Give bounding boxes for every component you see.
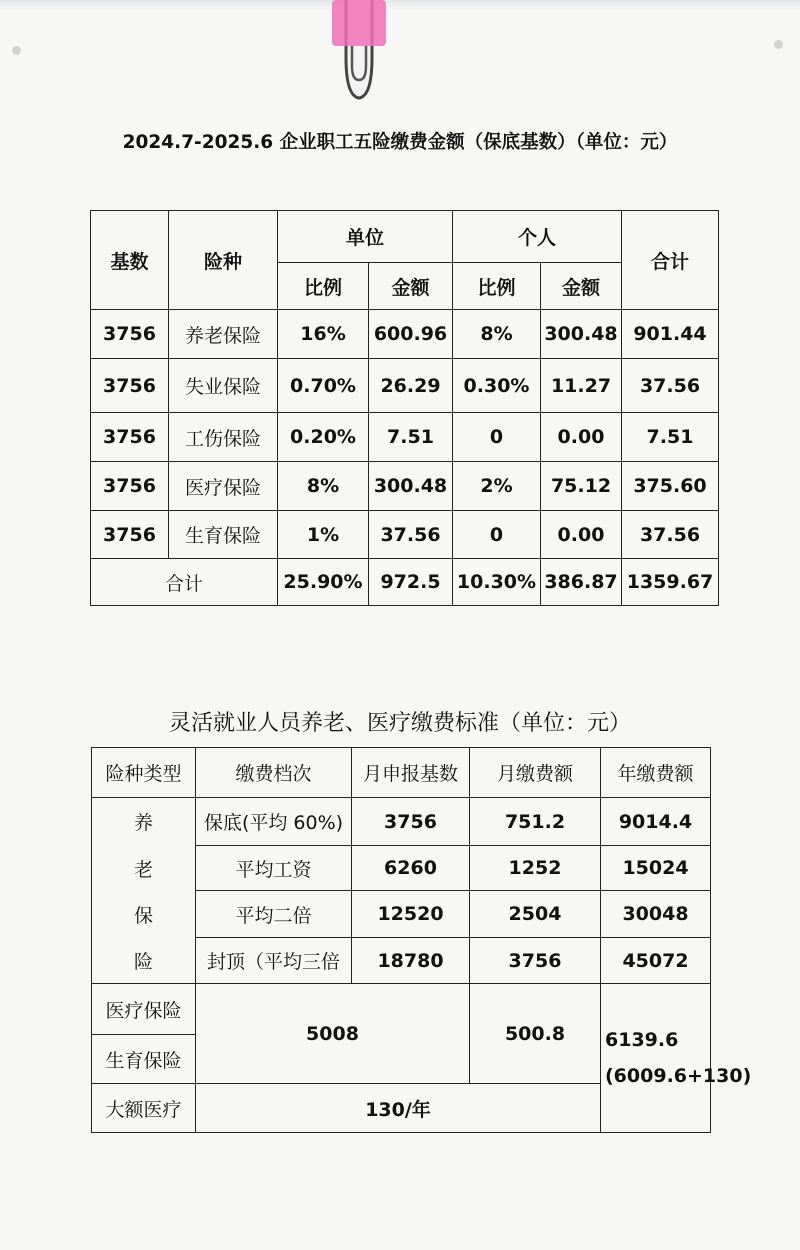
table-cell-unit-amount: 600.96 bbox=[368, 309, 453, 359]
pension-yearly: 45072 bbox=[600, 937, 711, 984]
table-cell-personal-ratio: 0 bbox=[452, 412, 541, 462]
table-cell-unit-amount: 300.48 bbox=[368, 461, 453, 511]
header-total: 合计 bbox=[621, 210, 719, 310]
pension-monthly: 2504 bbox=[469, 890, 601, 938]
table2-title: 灵活就业人员养老、医疗缴费标准（单位：元） bbox=[168, 711, 631, 736]
header-personal-amount: 金额 bbox=[540, 262, 622, 310]
table-cell-unit-ratio: 8% bbox=[277, 461, 369, 511]
table-cell-base: 3756 bbox=[90, 461, 169, 511]
pension-label-char: 险 bbox=[133, 951, 153, 973]
pension-yearly: 9014.4 bbox=[600, 797, 711, 846]
header-unit: 单位 bbox=[277, 210, 453, 263]
pension-yearly: 30048 bbox=[600, 890, 711, 938]
table-cell-personal-amount: 300.48 bbox=[540, 309, 622, 359]
header-type: 险种类型 bbox=[91, 747, 196, 798]
header-personal: 个人 bbox=[452, 210, 622, 263]
table-cell-unit-amount: 26.29 bbox=[368, 358, 453, 413]
table-cell-total: 901.44 bbox=[621, 309, 719, 359]
pension-monthly: 751.2 bbox=[469, 797, 601, 846]
table-cell-base: 3756 bbox=[90, 358, 169, 413]
header-insurance-type: 险种 bbox=[168, 210, 278, 310]
header-unit-amount: 金额 bbox=[368, 262, 453, 310]
serious-illness-value: 130/年 bbox=[195, 1083, 601, 1133]
table-cell-type: 生育保险 bbox=[168, 510, 278, 559]
header-base: 基数 bbox=[90, 210, 169, 310]
sum-row-label: 合计 bbox=[90, 558, 278, 606]
header-base: 月申报基数 bbox=[351, 747, 470, 798]
header-personal-ratio: 比例 bbox=[452, 262, 541, 310]
table-cell-personal-ratio: 8% bbox=[452, 309, 541, 359]
table-cell-personal-amount: 0.00 bbox=[540, 412, 622, 462]
paper-clip-icon bbox=[326, 0, 392, 104]
pension-level: 封顶（平均三倍 bbox=[195, 937, 352, 984]
sum-cell-personal-amount: 386.87 bbox=[540, 558, 622, 606]
medical-monthly: 500.8 bbox=[469, 983, 601, 1084]
pension-level: 平均工资 bbox=[195, 845, 352, 891]
pension-base: 3756 bbox=[351, 797, 470, 846]
table-cell-base: 3756 bbox=[90, 510, 169, 559]
medical-insurance-label: 医疗保险 bbox=[91, 983, 196, 1035]
pension-yearly: 15024 bbox=[600, 845, 711, 891]
table-cell-unit-amount: 37.56 bbox=[368, 510, 453, 559]
table-cell-personal-amount: 75.12 bbox=[540, 461, 622, 511]
table-cell-total: 375.60 bbox=[621, 461, 719, 511]
table-cell-total: 7.51 bbox=[621, 412, 719, 462]
sum-cell-unit-amount: 972.5 bbox=[368, 558, 453, 606]
table-cell-personal-ratio: 2% bbox=[452, 461, 541, 511]
table-cell-base: 3756 bbox=[90, 309, 169, 359]
pension-base: 12520 bbox=[351, 890, 470, 938]
table-cell-type: 养老保险 bbox=[168, 309, 278, 359]
pension-label-char: 老 bbox=[133, 858, 153, 881]
top-edge-shadow bbox=[0, 0, 800, 10]
pension-label-char: 养 bbox=[133, 812, 153, 834]
pension-level: 平均二倍 bbox=[195, 890, 352, 938]
table-cell-base: 3756 bbox=[90, 412, 169, 462]
pension-level: 保底(平均 60%) bbox=[195, 797, 352, 846]
table-cell-total: 37.56 bbox=[621, 358, 719, 413]
serious-illness-label: 大额医疗 bbox=[91, 1083, 196, 1133]
punch-hole-dot bbox=[12, 46, 21, 55]
table-cell-personal-ratio: 0.30% bbox=[452, 358, 541, 413]
table-cell-personal-amount: 0.00 bbox=[540, 510, 622, 559]
pension-base: 18780 bbox=[351, 937, 470, 984]
table-cell-unit-ratio: 1% bbox=[277, 510, 369, 559]
header-level: 缴费档次 bbox=[195, 747, 352, 798]
sum-cell-personal-ratio: 10.30% bbox=[452, 558, 541, 606]
table-cell-unit-ratio: 0.20% bbox=[277, 412, 369, 462]
table-cell-unit-ratio: 16% bbox=[277, 309, 369, 359]
header-monthly: 月缴费额 bbox=[469, 747, 601, 798]
medical-base: 5008 bbox=[195, 983, 470, 1084]
table-cell-type: 工伤保险 bbox=[168, 412, 278, 462]
medical-yearly: 6139.6 (6009.6+130) bbox=[600, 983, 711, 1133]
table-cell-type: 失业保险 bbox=[168, 358, 278, 413]
punch-hole-dot bbox=[774, 40, 783, 49]
table-cell-type: 医疗保险 bbox=[168, 461, 278, 511]
table1-title: 2024.7-2025.6 企业职工五险缴费金额（保底基数）（单位：元） bbox=[122, 132, 678, 153]
pension-label-cell bbox=[91, 797, 196, 984]
sum-cell-unit-ratio: 25.90% bbox=[277, 558, 369, 606]
maternity-insurance-label: 生育保险 bbox=[91, 1034, 196, 1084]
sum-cell-total: 1359.67 bbox=[621, 558, 719, 606]
pension-label-char: 保 bbox=[133, 904, 153, 927]
header-unit-ratio: 比例 bbox=[277, 262, 369, 310]
table-cell-total: 37.56 bbox=[621, 510, 719, 559]
table-cell-personal-ratio: 0 bbox=[452, 510, 541, 559]
pension-monthly: 3756 bbox=[469, 937, 601, 984]
header-yearly: 年缴费额 bbox=[600, 747, 711, 798]
pension-monthly: 1252 bbox=[469, 845, 601, 891]
table-cell-personal-amount: 11.27 bbox=[540, 358, 622, 413]
table-cell-unit-amount: 7.51 bbox=[368, 412, 453, 462]
pension-base: 6260 bbox=[351, 845, 470, 891]
table-cell-unit-ratio: 0.70% bbox=[277, 358, 369, 413]
